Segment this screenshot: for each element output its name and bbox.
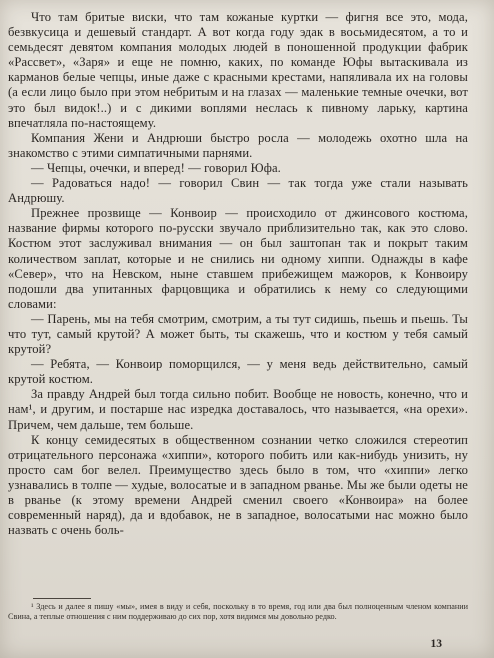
paragraph-3: — Чепцы, очечки, и вперед! — говорил Юфа. <box>31 160 281 175</box>
paragraph-7: — Ребята, — Конвоир поморщился, — у меня ведь действительно, самый крутой костюм. <box>8 357 468 387</box>
paragraph-5: Прежнее прозвище — Конвоир — происходило от джинсового костюма, название фирмы которого по-русски звучало приблизительно так, как это слово. Костюм этот заслуживал внимания — он был заштопан так и покрыт таким количеством заплат, которые и не снились ни одному хиппи. Однажды в кафе «Север», что на Невском, ныне ставшем прибежищем мажоров, к Конвоиру подошли два упитанных фарцовщика и обратились к нему со следующими словами: <box>8 206 468 311</box>
paragraph-8: За правду Андрей был тогда сильно побит. Вообще не новость, конечно, что и нам¹, и другим, и постарше нас изредка доставалось, что называется, «на орехи». Причем, чем дальше, тем больше. <box>8 387 468 432</box>
paragraph-4: — Радоваться надо! — говорил Свин — так тогда уже стали называть Андрюшу. <box>8 176 468 206</box>
footnote: ¹ Здесь и далее я пишу «мы», имея в виду и себя, поскольку в то время, год или два был полноценным членом компании Свина, а теплые отношения с ним поддерживаю до сих пор, хотя видимся мы довольно редко. <box>8 602 468 621</box>
paragraph-1: Что там бритые виски, что там кожаные куртки — фигня все это, мода, безвкусица и дешевый стандарт. А вот когда году эдак в восьмидесятом, а то и семьдесят девятом компания молодых людей в поношенной продукции фабрик «Рассвет», «Заря» и еще не помню, каких, по команде Юфы вытаскивала из карманов белые чепцы, иные даже с красными крестами, напяливала их на головы (а если лицо было при этом небритым и на глазах — маленькие темные очечки, вот это был видок!..) и с дикими воплями неслась к пивному ларьку, картина впечатляла по-настоящему. <box>8 10 468 130</box>
page-number: 13 <box>430 638 442 650</box>
paragraph-9: К концу семидесятых в общественном сознании четко сложился стереотип отрицательного персонажа «хиппи», которого побить или как-нибудь унизить, ну просто сам бог велел. Преимущество здесь было в том, что «хиппи» легко узнавались в толпе — худые, волосатые и в западном рванье. Мы же были одеты не в рванье (к этому времени Андрей сменил своего «Конвоира» на более современный наряд), да и вдобавок, не в западное, волосатыми нас можно было назвать с очень боль- <box>8 432 468 538</box>
body-text <box>8 10 468 538</box>
paragraph-6: — Парень, мы на тебя смотрим, смотрим, а ты тут сидишь, пьешь и пьешь. Ты что тут, самый крутой? А может быть, ты скажешь, что и костюм у тебя самый крутой? <box>8 311 468 357</box>
footnote-divider <box>33 598 91 599</box>
paragraph-2: Компания Жени и Андрюши быстро росла — молодежь охотно шла на знакомство с этими симпатичными парнями. <box>8 130 468 160</box>
